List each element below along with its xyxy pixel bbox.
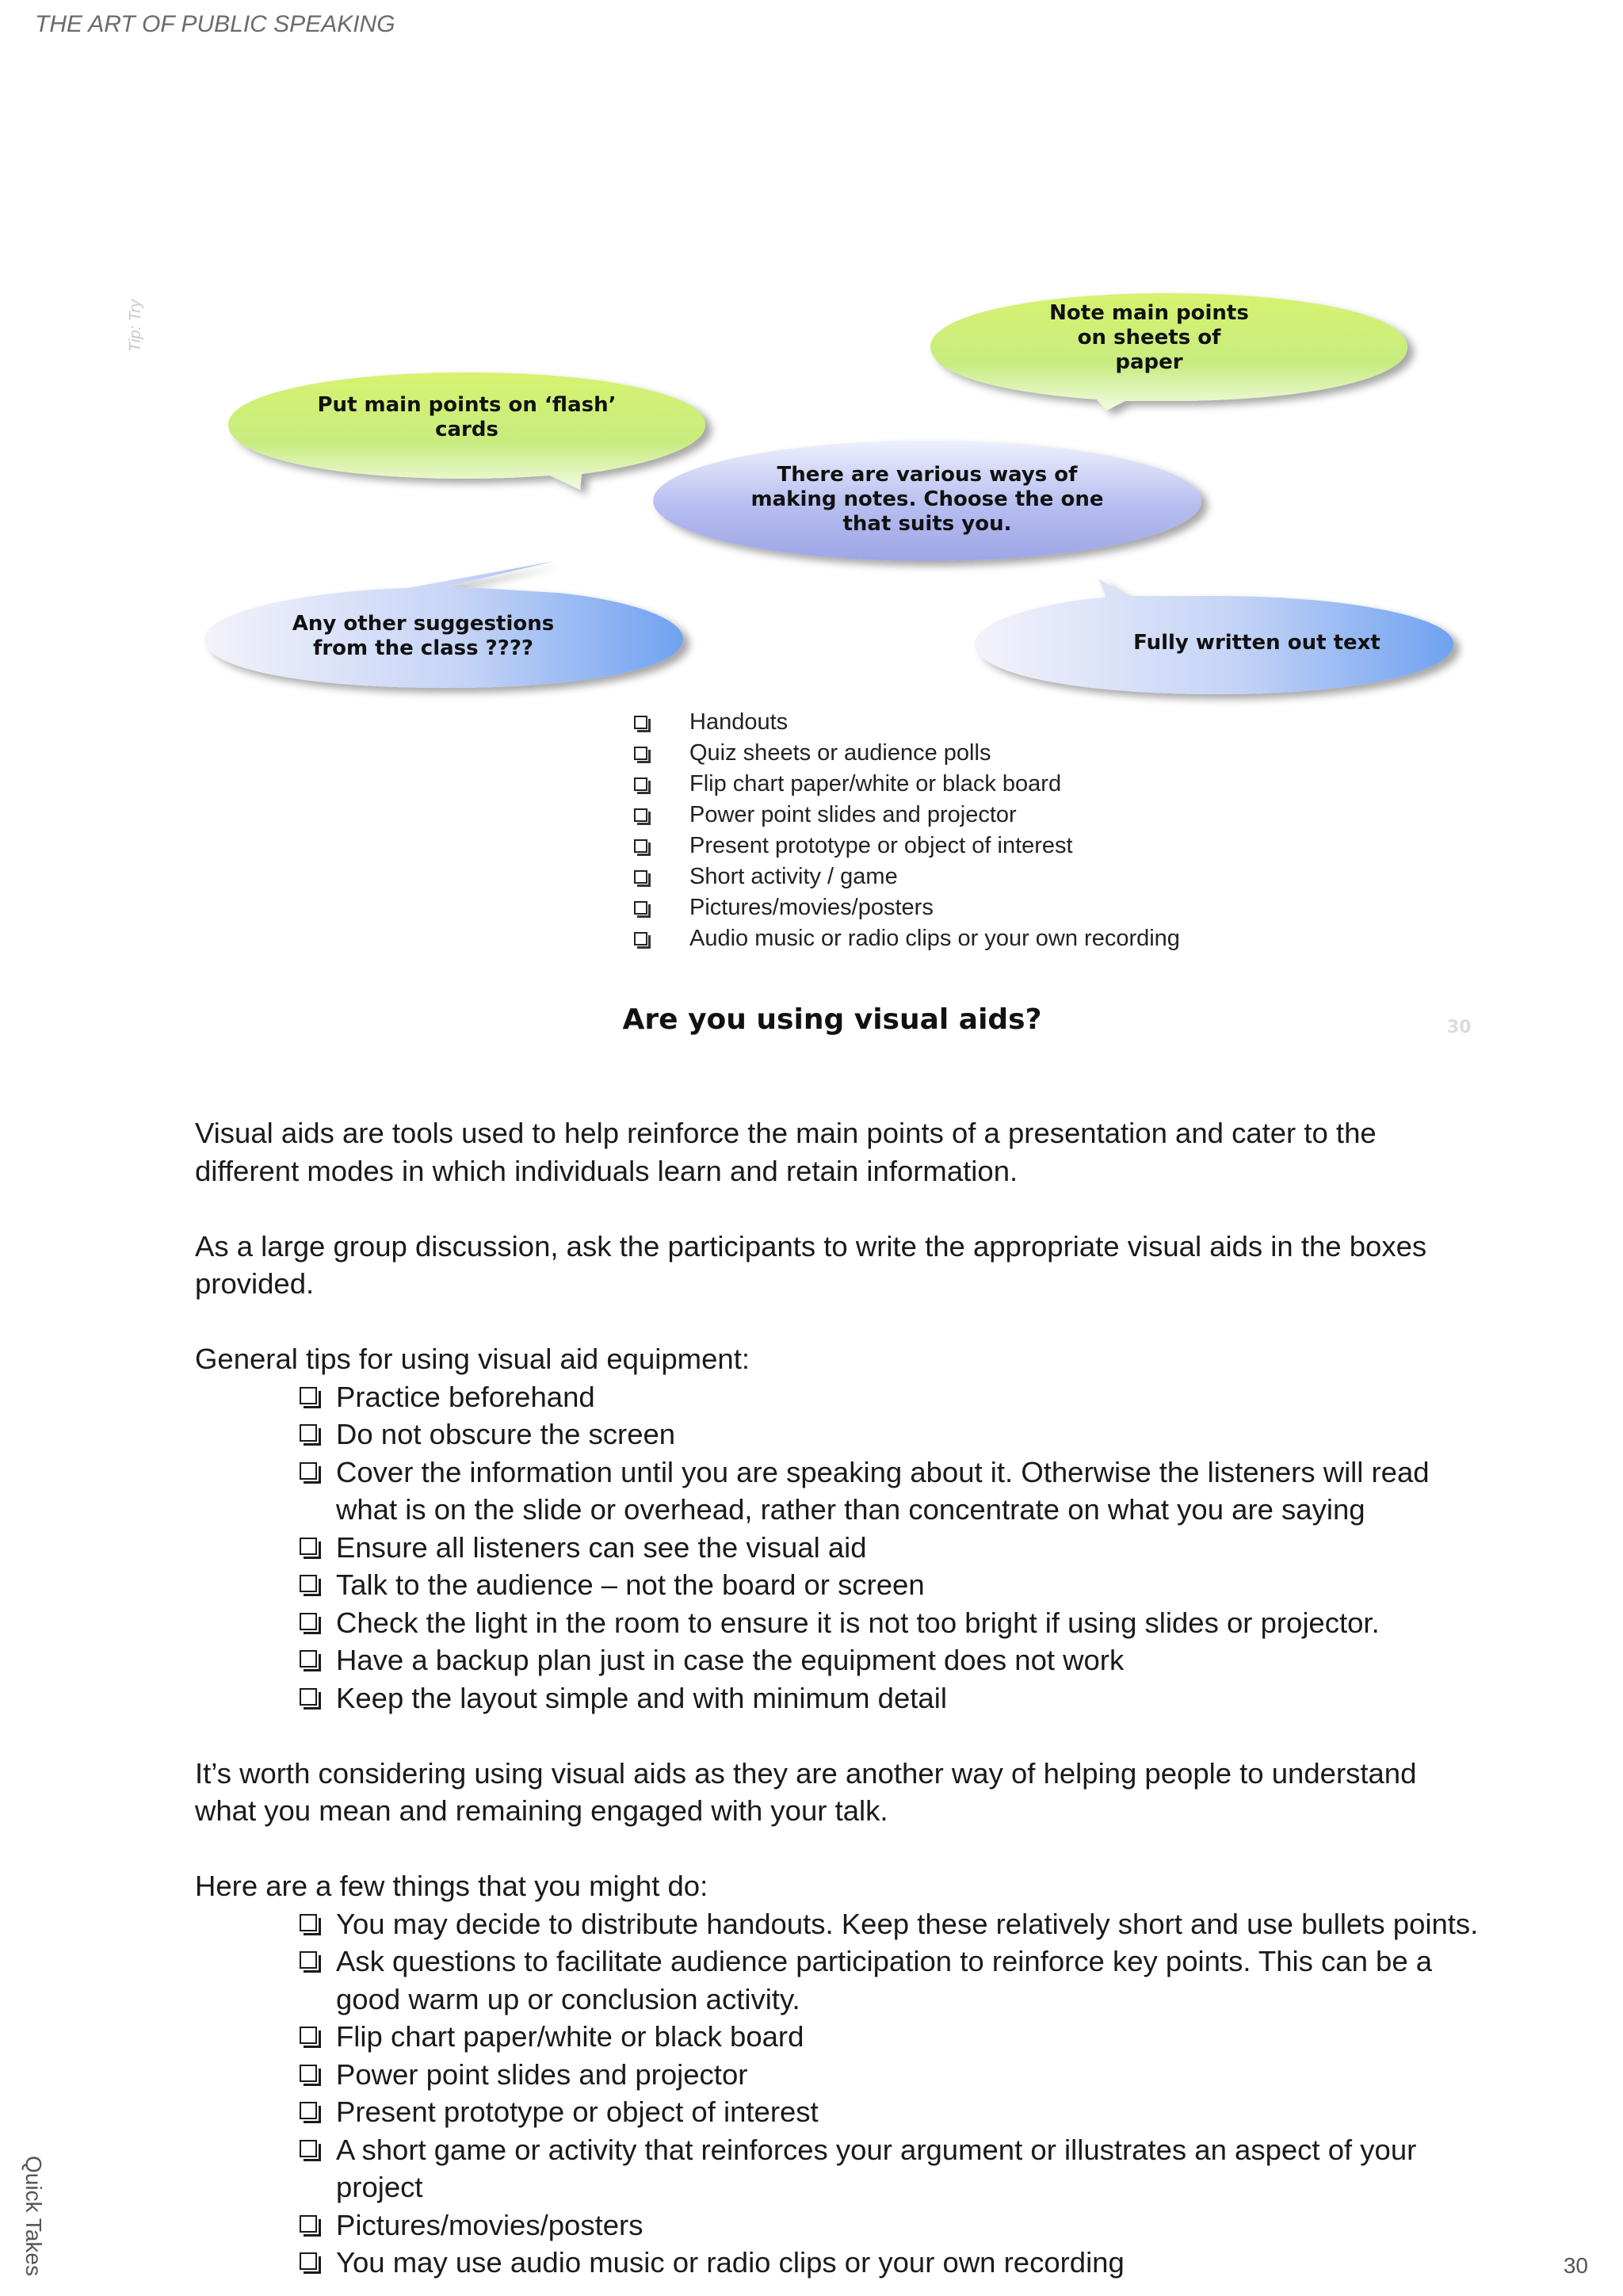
checkbox-icon (300, 2215, 317, 2233)
list-item (634, 923, 1180, 954)
checkbox-icon (634, 839, 647, 853)
note-methods-diagram (0, 0, 1623, 713)
list-item-label: Do not obscure the screen (336, 1418, 676, 1450)
list-item (300, 1943, 1479, 2018)
faint-page-number: 30 (1447, 1018, 1472, 1037)
list-item (634, 800, 1180, 831)
checkbox-icon (300, 1462, 317, 1480)
header-title: THE ART OF PUBLIC SPEAKING (35, 11, 395, 37)
list-item-label: Talk to the audience – not the board or screen (336, 1568, 925, 1601)
list-item (300, 2093, 1479, 2131)
list-item (634, 707, 1180, 738)
list-item (634, 892, 1180, 923)
list-item-label: Flip chart paper/white or black board (689, 771, 1062, 797)
list-item-label: Pictures/movies/posters (336, 2208, 643, 2241)
list-item-label: Power point slides and projector (336, 2057, 748, 2091)
checkbox-icon (634, 747, 647, 760)
bubble-flash-cards (225, 369, 708, 488)
list-item-label: Practice beforehand (336, 1380, 595, 1413)
list-item (300, 1604, 1479, 1642)
list-item-label: Short activity / game (689, 864, 898, 889)
checkbox-icon (300, 1538, 317, 1555)
checkbox-icon (634, 777, 647, 791)
list-item-label: Audio music or radio clips or your own recording (689, 926, 1180, 951)
things-intro: Here are a few things that you might do: (195, 1870, 708, 1902)
tips-intro: General tips for using visual aid equipment: (195, 1343, 750, 1375)
checkbox-icon (300, 1688, 317, 1706)
list-item (300, 1566, 1479, 1604)
page-number: 30 (1563, 2253, 1588, 2278)
list-item (300, 1905, 1479, 1943)
list-item (634, 738, 1180, 769)
bubble-text: Any other suggestions from the class ???? (292, 612, 555, 660)
section-heading: Are you using visual aids? (622, 1003, 1042, 1036)
checkbox-icon (300, 1387, 317, 1404)
checkbox-icon (300, 1575, 317, 1592)
checkbox-icon (634, 932, 647, 946)
list-item (300, 1679, 1479, 1717)
list-item (300, 2056, 1479, 2094)
list-item-label: A short game or activity that reinforces your argument or illustrates an aspect of your project (336, 2133, 1417, 2203)
bubble-center (650, 437, 1205, 572)
checkbox-icon (300, 2140, 317, 2157)
list-item (300, 2018, 1479, 2056)
checkbox-icon (300, 1914, 317, 1931)
checkbox-icon (300, 1951, 317, 1969)
bubble-fully-written (972, 572, 1463, 699)
faint-edge-text: Tip: Try (127, 300, 144, 353)
bubble-text: Put main points on ‘flash’ cards (317, 393, 617, 441)
list-item (634, 861, 1180, 892)
list-item-label: Ensure all listeners can see the visual aid (336, 1530, 867, 1564)
list-item-label: Quiz sheets or audience polls (689, 740, 991, 766)
list-item (634, 831, 1180, 861)
checkbox-icon (634, 870, 647, 884)
list-item-label: Power point slides and projector (689, 802, 1017, 827)
list-item-label: You may decide to distribute handouts. Keep these relatively short and use bullets points. (336, 1907, 1479, 1940)
checkbox-icon (634, 808, 647, 822)
checkbox-icon (634, 901, 647, 915)
checkbox-icon (300, 2252, 317, 2270)
body-text (195, 1114, 1479, 2282)
list-item-label: Ask questions to facilitate audience participation to reinforce key points. This can be a good warm up or conclusion activity. (336, 1945, 1433, 2015)
list-item-label: Flip chart paper/white or black board (336, 2020, 804, 2053)
list-item-label: Present prototype or object of interest (689, 833, 1073, 858)
bubble-text: Note main points on sheets of paper (1049, 301, 1249, 374)
list-item (300, 1529, 1479, 1567)
checkbox-icon (634, 716, 647, 729)
bubble-text: There are various ways of making notes. Choose the one that suits you. (750, 463, 1104, 536)
bubble-other-suggestions (201, 556, 693, 691)
list-item-label: Present prototype or object of interest (336, 2095, 819, 2128)
visual-aid-checklist (634, 707, 1180, 954)
list-item (634, 769, 1180, 800)
checkbox-icon (300, 2027, 317, 2044)
worth-paragraph: It’s worth considering using visual aids as they are another way of helping people to understand what you mean and remaining engaged with your talk. (195, 1756, 1417, 1827)
tips-list (195, 1378, 1479, 1717)
checkbox-icon (300, 1650, 317, 1668)
list-item (300, 2206, 1479, 2244)
things-list (195, 1905, 1479, 2282)
side-label: Quick Takes (21, 2156, 46, 2276)
discussion-paragraph: As a large group discussion, ask the participants to write the appropriate visual aids in the boxes provided. (195, 1229, 1427, 1300)
list-item-label: Pictures/movies/posters (689, 895, 934, 920)
list-item (300, 1641, 1479, 1679)
list-item (300, 2244, 1479, 2282)
list-item-label: Cover the information until you are speaking about it. Otherwise the listeners will read what is on the slide or overhead, rather than concentrate on what you are saying (336, 1455, 1430, 1526)
list-item-label: Have a backup plan just in case the equipment does not work (336, 1644, 1125, 1676)
list-item-label: Keep the layout simple and with minimum detail (336, 1681, 947, 1714)
bubble-sheets-of-paper (927, 290, 1411, 409)
intro-paragraph: Visual aids are tools used to help reinforce the main points of a presentation and cater to the different modes in which individuals learn and retain information. (195, 1117, 1377, 1187)
list-item (300, 2131, 1479, 2206)
checkbox-icon (300, 2065, 317, 2082)
bubble-text: Fully written out text (1133, 631, 1381, 655)
checkbox-icon (300, 1613, 317, 1630)
checkbox-icon (300, 1424, 317, 1442)
list-item-label: Check the light in the room to ensure it is not too bright if using slides or projector. (336, 1606, 1380, 1639)
list-item-label: Handouts (689, 709, 789, 735)
list-item-label: You may use audio music or radio clips or your own recording (336, 2246, 1125, 2279)
list-item (300, 1415, 1479, 1454)
checkbox-icon (300, 2102, 317, 2119)
list-item (300, 1378, 1479, 1416)
list-item (300, 1454, 1479, 1529)
